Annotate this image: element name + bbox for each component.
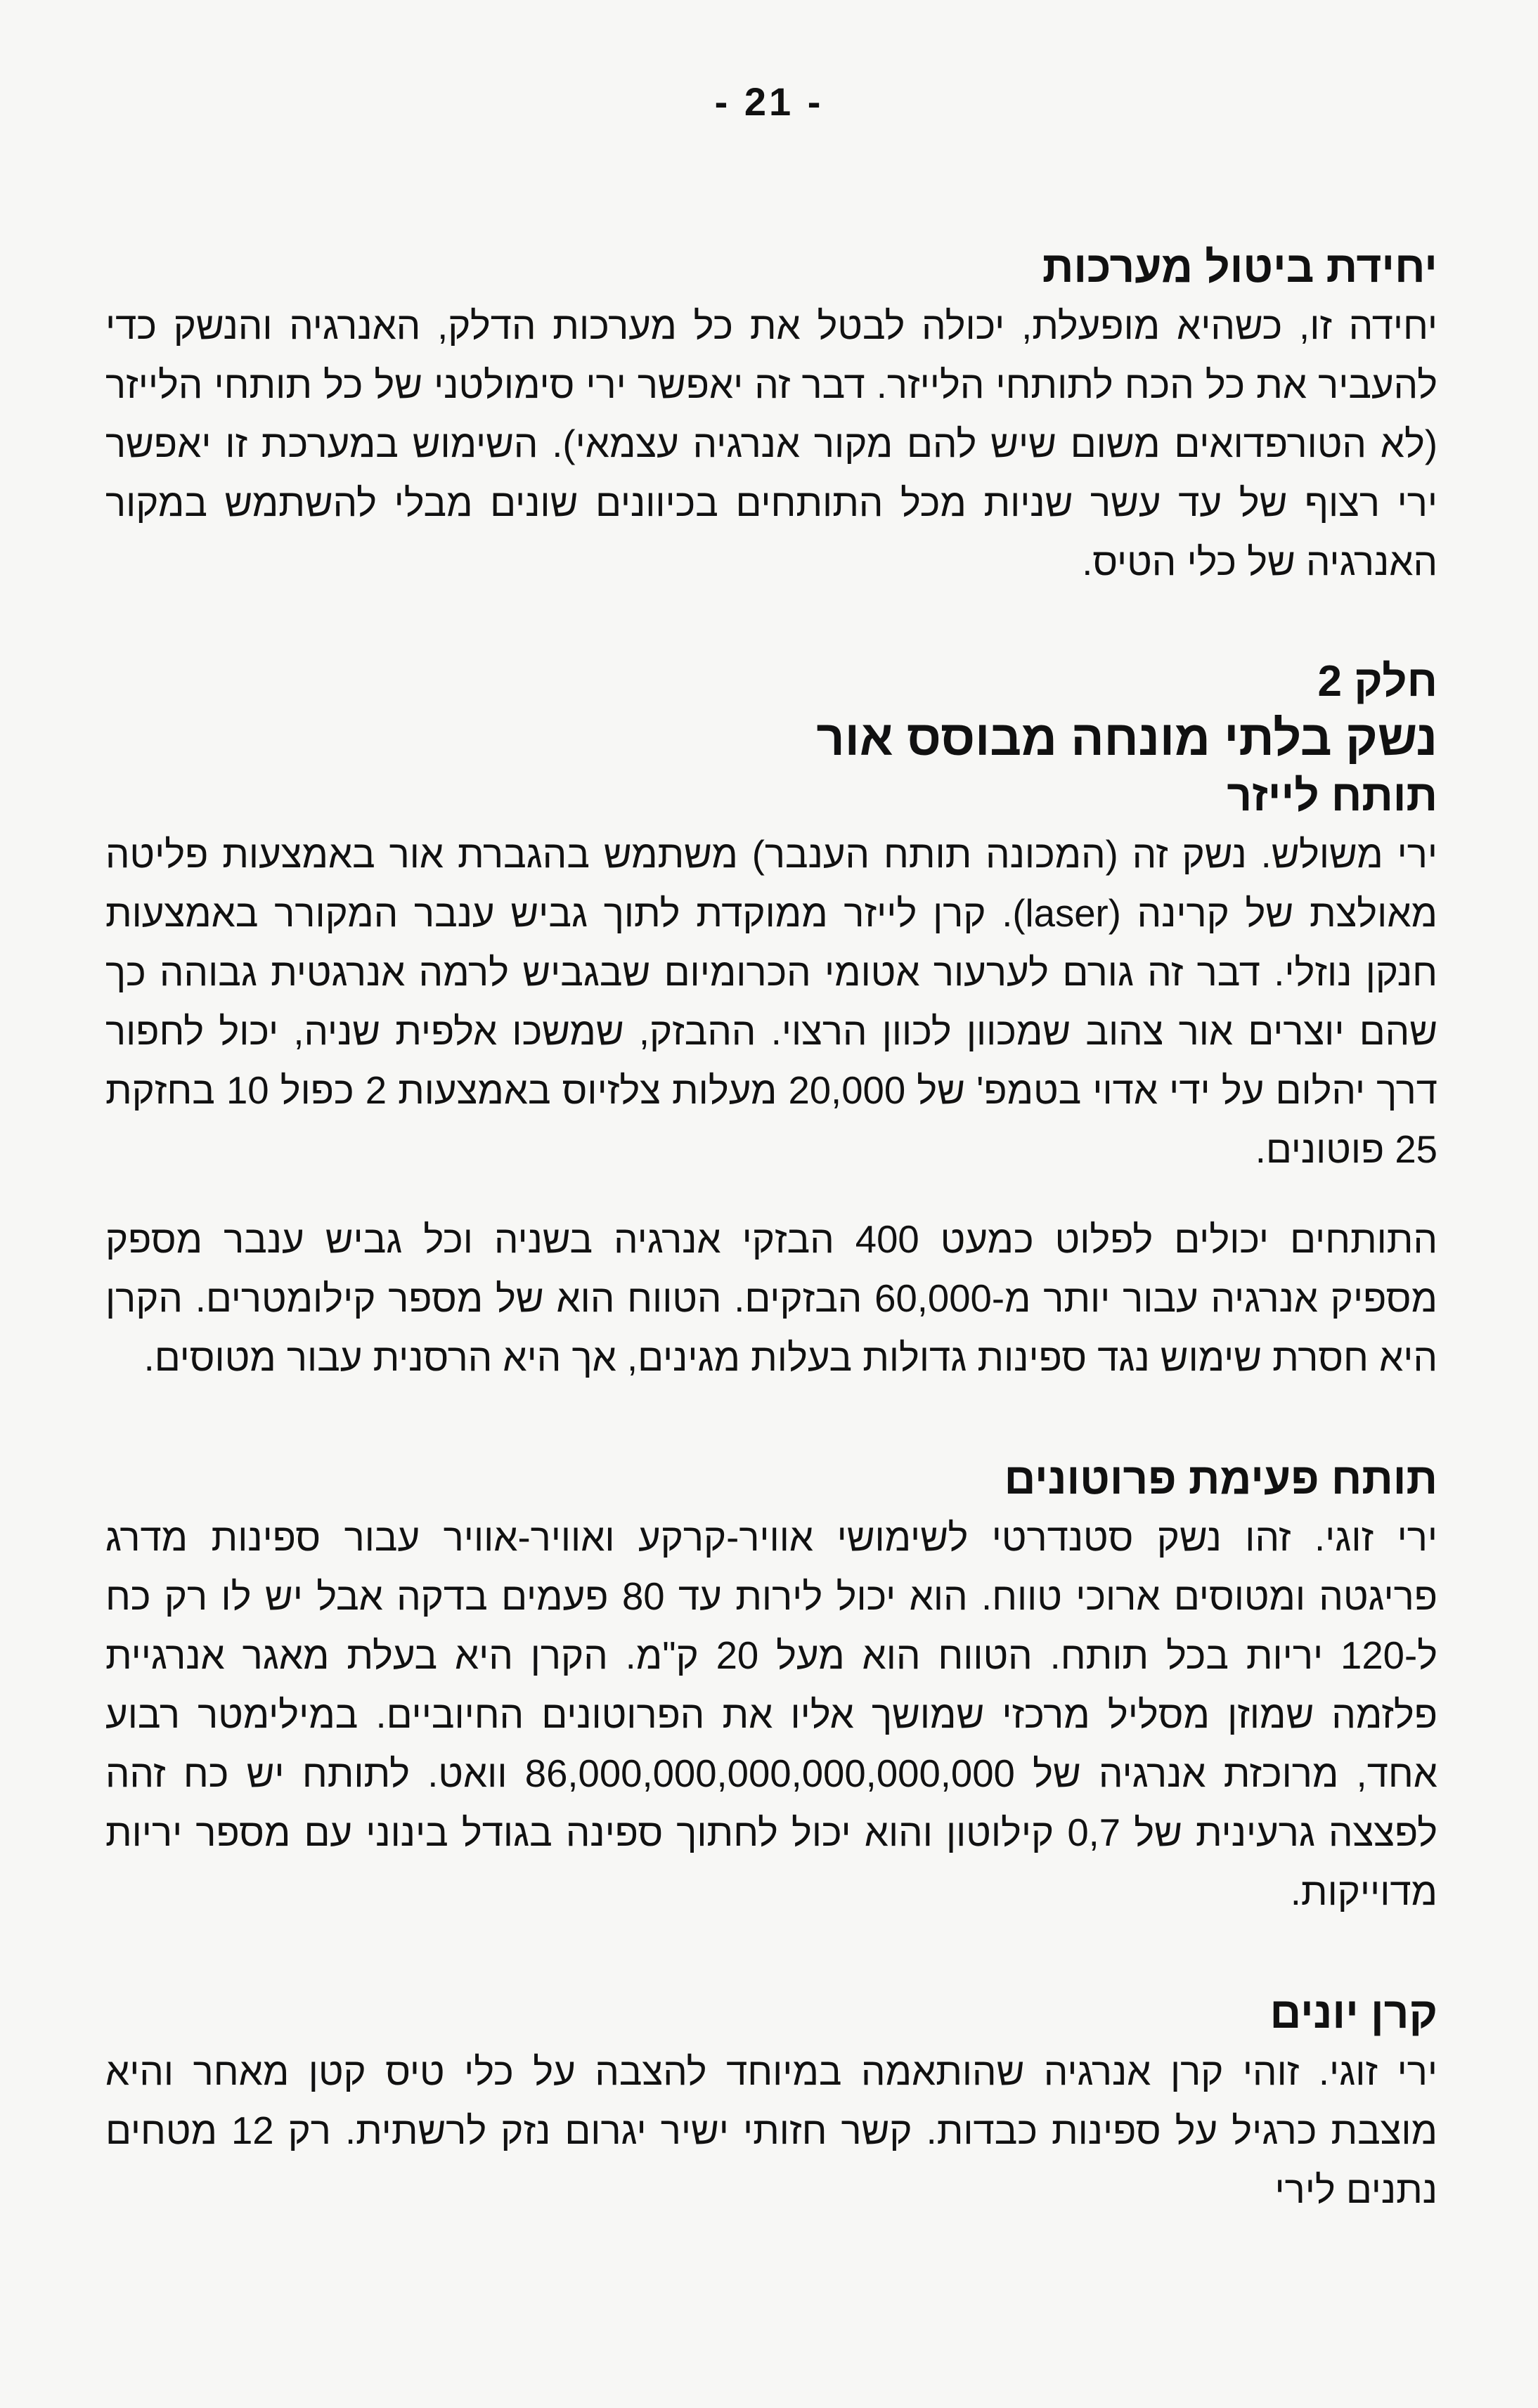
paragraph-laser-cannon-1: ירי משולש. נשק זה (המכונה תותח הענבר) משתמש בהגברת אור באמצעות פליטה מאולצת של קרינה (laser). קרן לייזר ממוקדת לתוך גביש ענבר המקורר באמצעות חנקן נוזלי. דבר זה גורם לערעור אטומי הכרומיום שבגביש לרמה אנרגטית גבוהה כך שהם יוצרים אור צהוב שמכוון לכוון הרצוי. ההבזק, שמשכו אלפית שניה, יכול לחפור דרך יהלום על ידי אדוי בטמפ' של 20,000 מעלות צלזיוס באמצעות 2 כפול 10 בחזקת 25 פוטונים. (105, 833, 1437, 1171)
part-title: נשק בלתי מונחה מבוסס אור (816, 711, 1437, 765)
paragraph-ion-beam: ירי זוגי. זוהי קרן אנרגיה שהותאמה במיוחד להצבה על כלי טיס קטן מאחר והיא מוצבת כרגיל על ספינות כבדות. קשר חזותי ישיר יגרום נזק לרשתית. רק 12 מטחים נתנים לירי (105, 2050, 1437, 2211)
paragraph-disable-unit: יחידה זו, כשהיא מופעלת, יכולה לבטל את כל מערכות הדלק, האנרגיה והנשק כדי להעביר את כל הכח לתותחי הלייזר. דבר זה יאפשר ירי סימולטני של כל תותחי הלייזר (לא הטורפדואים משום שיש להם מקור אנרגיה עצמאי). השימוש במערכת זו יאפשר ירי רצוף של עד עשר שניות מכל התותחים בכיוונים שונים מבלי להשתמש במקור האנרגיה של כלי הטיס. (105, 304, 1437, 583)
section-title-disable-unit: יחידת ביטול מערכות (1042, 243, 1437, 292)
page-content (105, 239, 1437, 2220)
part-label: חלק 2 (1317, 657, 1437, 706)
section-title-laser-cannon: תותח לייזר (1227, 772, 1437, 820)
paragraph-laser-cannon-2: התותחים יכולים לפלוט כמעט 400 הבזקי אנרגיה בשניה וכל גביש ענבר מספק מספיק אנרגיה עבור יותר מ-60,000 הבזקים. הטווח הוא של מספר קילומטרים. הקרן היא חסרת שימוש נגד ספינות גדולות בעלות מגינים, אך היא הרסנית עבור מטוסים. (105, 1218, 1437, 1379)
section-title-ion-beam: קרן יונים (1269, 1989, 1437, 2038)
section-title-proton-cannon: תותח פעימת פרוטונים (1004, 1455, 1437, 1503)
page-number: - 21 - (714, 79, 824, 124)
paragraph-proton-cannon: ירי זוגי. זהו נשק סטנדרטי לשימושי אוויר-קרקע ואוויר-אוויר עבור ספינות מדרג פריגטה ומטוסים ארוכי טווח. הוא יכול לירות עד 80 פעמים בדקה אבל יש לו רק כח ל-120 יריות בכל תותח. הטווח הוא מעל 20 ק"מ. הקרן היא בעלת מאגר אנרגיית פלזמה שמוזן מסליל מרכזי שמושך אליו את הפרוטונים החיוביים. במילימטר רבוע אחד, מרוכזת אנרגיה של 86,000,000,000,000,000,000 וואט. לתותח יש כח זהה לפצצה גרעינית של 0,7 קילוטון והוא יכול לחתוך ספינה בגודל בינוני עם מספר יריות מדוייקות. (105, 1516, 1437, 1913)
